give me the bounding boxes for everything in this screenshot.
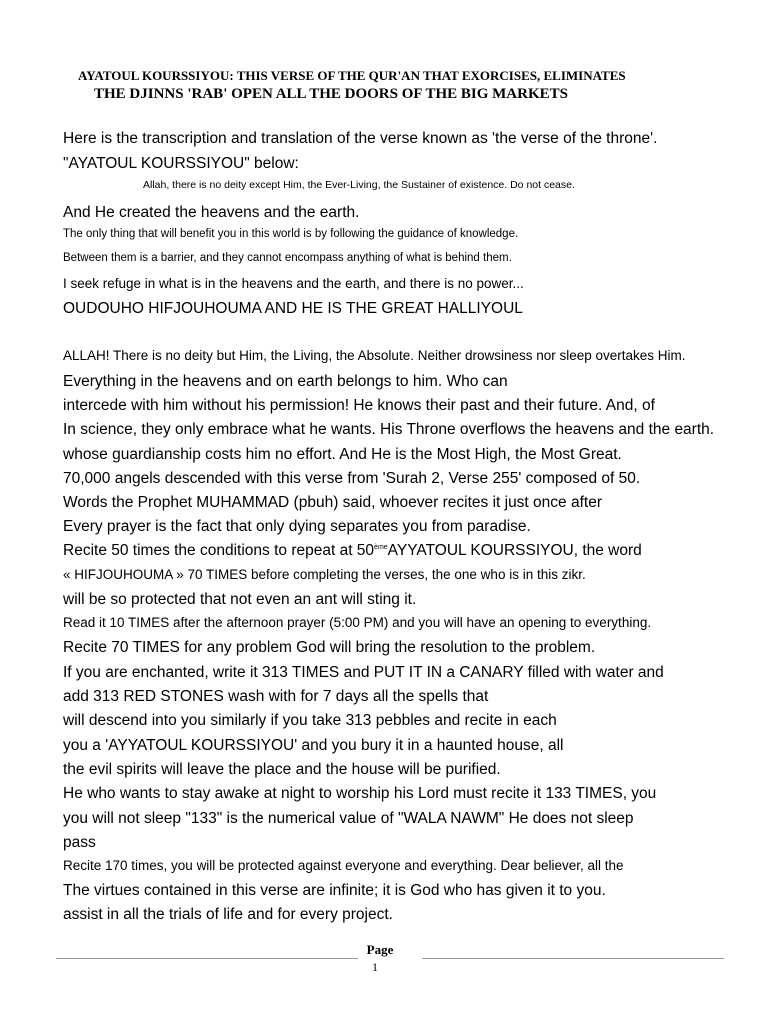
body-line: "AYATOUL KOURSSIYOU" below: [63,155,299,172]
body-line: 70,000 angels descended with this verse from 'Surah 2, Verse 255' composed of 50. [63,470,641,487]
body-line: intercede with him without his permission! He knows their past and their future. And, of [63,397,655,414]
body-line: Recite 170 times, you will be protected against everyone and everything. Dear believer, all the [63,858,624,873]
body-line: He who wants to stay awake at night to worship his Lord must recite it 133 TIMES, you [63,785,657,802]
body-line: OUDOUHO HIFJOUHOUMA AND HE IS THE GREAT HALLIYOUL [63,300,523,317]
body-line: Allah, there is no deity except Him, the Ever-Living, the Sustainer of existence. Do not cease. [143,179,575,191]
body-line: If you are enchanted, write it 313 TIMES and PUT IT IN a CANARY filled with water and [63,664,664,681]
ordinal-superscript: ème [374,544,388,551]
body-line: add 313 RED STONES wash with for 7 days all the spells that [63,688,489,705]
body-line: Recite 50 times the conditions to repeat at 50èmeAYYATOUL KOURSSIYOU, the word [63,542,642,559]
body-line: Here is the transcription and translation of the verse known as 'the verse of the throne'. [63,130,658,147]
footer-divider-right [422,958,724,959]
body-line: Every prayer is the fact that only dying separates you from paradise. [63,518,531,535]
body-line: Between them is a barrier, and they cannot encompass anything of what is behind them. [63,252,512,264]
body-line: Everything in the heavens and on earth belongs to him. Who can [63,373,508,390]
body-line: assist in all the trials of life and for every project. [63,906,393,923]
body-line: the evil spirits will leave the place and the house will be purified. [63,761,501,778]
body-line: Words the Prophet MUHAMMAD (pbuh) said, whoever recites it just once after [63,494,602,511]
body-line: Read it 10 TIMES after the afternoon prayer (5:00 PM) and you will have an opening to everything. [63,615,652,630]
body-line: I seek refuge in what is in the heavens and the earth, and there is no power... [63,276,524,291]
body-line: pass [63,834,96,851]
title-line-1: AYATOUL KOURSSIYOU: THIS VERSE OF THE QUR'AN THAT EXORCISES, ELIMINATES [78,68,626,83]
body-line: will descend into you similarly if you take 313 pebbles and recite in each [63,712,557,729]
body-line: will be so protected that not even an ant will sting it. [63,591,417,608]
body-line: The virtues contained in this verse are infinite; it is God who has given it to you. [63,882,606,899]
body-line: The only thing that will benefit you in this world is by following the guidance of knowledge. [63,228,519,240]
body-line: « HIFJOUHOUMA » 70 TIMES before completing the verses, the one who is in this zikr. [63,567,586,582]
body-line: In science, they only embrace what he wants. His Throne overflows the heavens and the earth. [63,421,715,438]
page-label: Page [366,942,394,957]
title-line-2: THE DJINNS 'RAB' OPEN ALL THE DOORS OF THE BIG MARKETS [94,86,568,102]
body-line: And He created the heavens and the earth. [63,204,360,221]
page-number: 1 [372,960,378,974]
body-line: Recite 70 TIMES for any problem God will bring the resolution to the problem. [63,639,596,656]
footer-divider-left [56,958,358,959]
body-line: ALLAH! There is no deity but Him, the Living, the Absolute. Neither drowsiness nor sleep overtakes Him. [63,348,686,363]
body-line: you will not sleep "133" is the numerical value of "WALA NAWM" He does not sleep [63,810,634,827]
body-line: you a 'AYYATOUL KOURSSIYOU' and you bury it in a haunted house, all [63,737,564,754]
body-line: whose guardianship costs him no effort. And He is the Most High, the Most Great. [63,446,622,463]
